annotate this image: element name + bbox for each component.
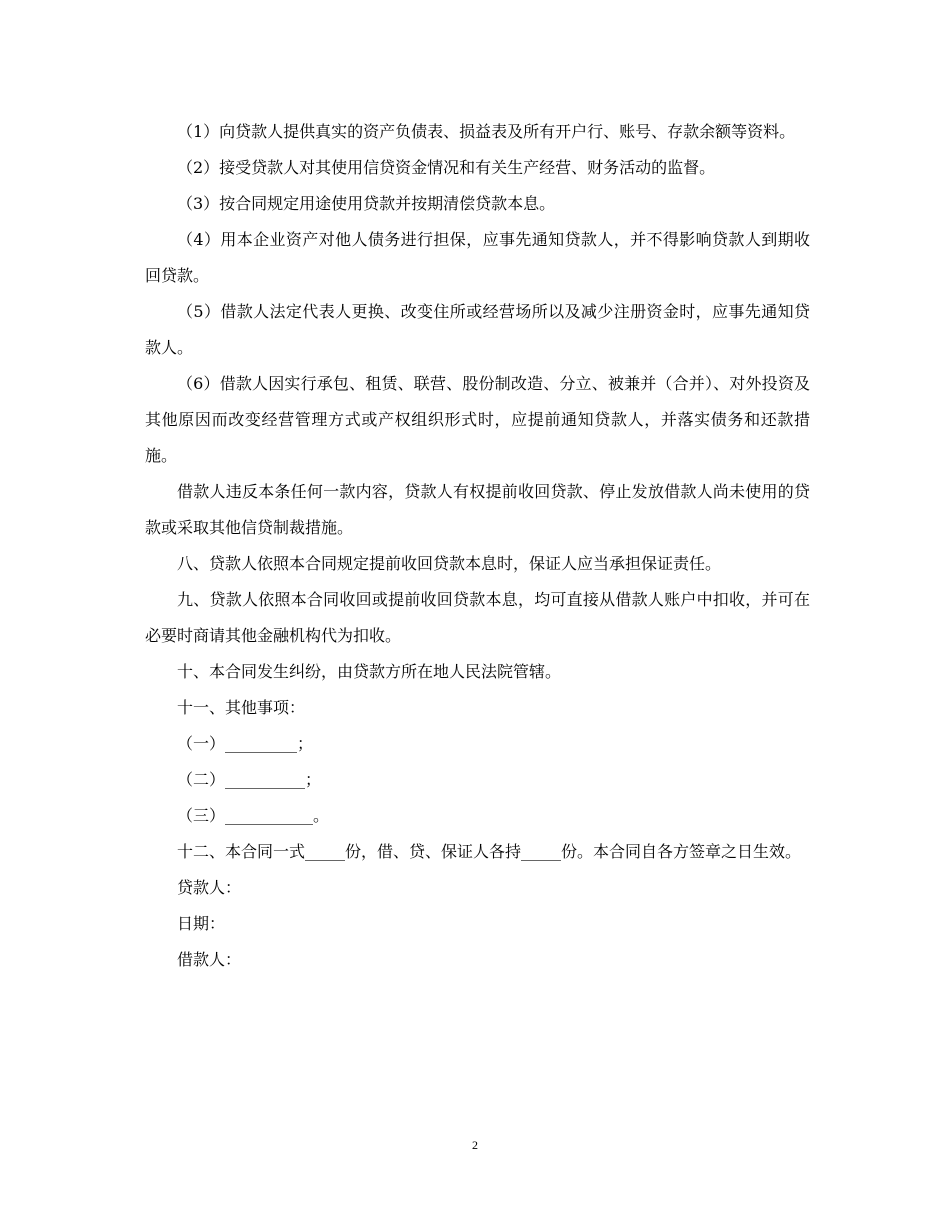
other-matter-1: （一）_________； [177,734,314,753]
document-body [145,114,810,978]
clause-item-4: （4）用本企业资产对他人债务进行担保，应事先通知贷款人，并不得影响贷款人到期收回贷款。 [145,230,810,285]
lender-signature-label: 贷款人： [177,878,242,897]
date-label: 日期： [177,914,226,933]
article-11: 十一、其他事项： [177,698,306,717]
other-matter-2: （二）__________； [177,770,322,789]
other-matter-3: （三）___________。 [177,806,330,825]
article-10: 十、本合同发生纠纷，由贷款方所在地人民法院管辖。 [177,662,562,681]
clause-item-2: （2）接受贷款人对其使用信贷资金情况和有关生产经营、财务活动的监督。 [177,158,716,177]
breach-clause: 借款人违反本条任何一款内容，贷款人有权提前收回贷款、停止发放借款人尚未使用的贷款或采取其他信贷制裁措施。 [145,482,810,537]
borrower-signature-label: 借款人： [177,950,242,969]
clause-item-1: （1）向贷款人提供真实的资产负债表、损益表及所有开户行、账号、存款余额等资料。 [177,122,796,141]
page-number: 2 [472,1138,478,1152]
article-12: 十二、本合同一式_____份，借、贷、保证人各持_____份。本合同自各方签章之日生效。 [177,842,802,861]
article-9: 九、贷款人依照本合同收回或提前收回贷款本息，均可直接从借款人账户中扣收，并可在必要时商请其他金融机构代为扣收。 [145,590,810,645]
article-8: 八、贷款人依照本合同规定提前收回贷款本息时，保证人应当承担保证责任。 [177,554,722,573]
clause-item-5: （5）借款人法定代表人更换、改变住所或经营场所以及减少注册资金时，应事先通知贷款人。 [145,302,810,357]
clause-item-6: （6）借款人因实行承包、租赁、联营、股份制改造、分立、被兼并（合并）、对外投资及其他原因而改变经营管理方式或产权组织形式时，应提前通知贷款人，并落实债务和还款措施。 [145,374,810,465]
clause-item-3: （3）按合同规定用途使用贷款并按期清偿贷款本息。 [177,194,556,213]
